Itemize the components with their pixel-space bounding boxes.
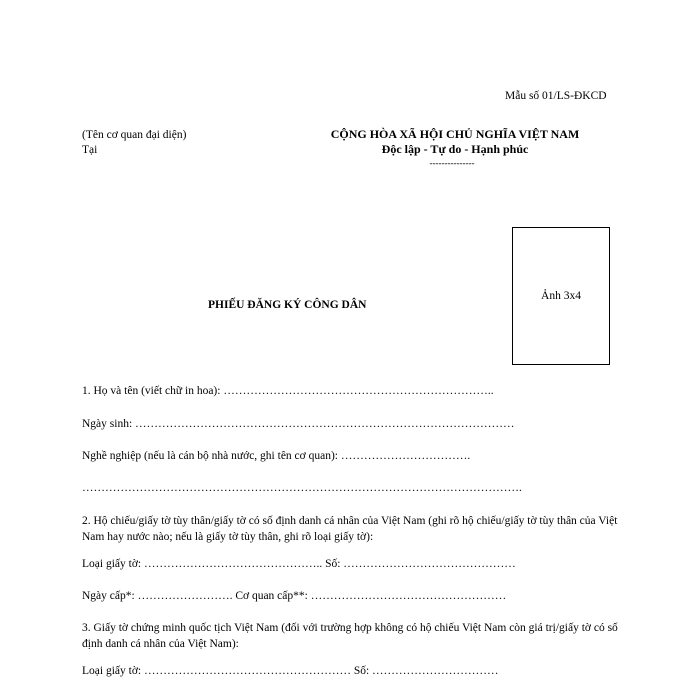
full-name-field: 1. Họ và tên (viết chữ in hoa): …………………………………………………………….. xyxy=(82,385,494,397)
document-title: PHIẾU ĐĂNG KÝ CÔNG DÂN xyxy=(208,299,367,311)
agency-location: Tại xyxy=(82,144,98,156)
national-heading xyxy=(300,127,610,169)
section-2-heading: 2. Hộ chiếu/giấy tờ tùy thân/giấy tờ có số định danh cá nhân của Việt Nam (ghi rõ hộ chiếu/giấy tờ tùy thân của Việt Nam hay nước nào; nếu là giấy tờ tùy thân, ghi rõ loại giấy tờ): xyxy=(82,515,618,543)
agency-block xyxy=(82,128,186,158)
photo-placeholder xyxy=(512,227,610,365)
section-2-document-type-field: Loại giấy tờ: ……………………………………….. Số: ……………………………………… xyxy=(82,558,516,570)
national-motto: Độc lập - Tự do - Hạnh phúc xyxy=(381,142,529,156)
section-3-heading: 3. Giấy tờ chứng minh quốc tịch Việt Nam (đối với trường hợp không có hộ chiếu Việt Nam còn giá trị/giấy tờ có số định danh cá nhân của Việt Nam): xyxy=(82,622,618,650)
occupation-field: Nghề nghiệp (nếu là cán bộ nhà nước, ghi tên cơ quan): ……………………………. xyxy=(82,450,471,462)
photo-label: Ảnh 3x4 xyxy=(541,290,581,302)
date-of-birth-field: Ngày sinh: ……………………………………………………………………………………… xyxy=(82,418,515,430)
republic-name: CỘNG HÒA XÃ HỘI CHỦ NGHĨA VIỆT NAM xyxy=(330,127,580,141)
agency-name: (Tên cơ quan đại diện) xyxy=(82,129,187,141)
section-2-issue-date-field: Ngày cấp*: ……………………. Cơ quan cấp**: …………………………………………… xyxy=(82,590,507,602)
occupation-continuation-line: ……………………………………………………………………………………………………. xyxy=(82,482,522,494)
form-code: Mẫu số 01/LS-ĐKCD xyxy=(505,90,607,102)
heading-separator: --------------- xyxy=(429,158,475,168)
section-3-document-type-field: Loại giấy tờ: ……………………………………………… Số: …………………………… xyxy=(82,665,499,677)
